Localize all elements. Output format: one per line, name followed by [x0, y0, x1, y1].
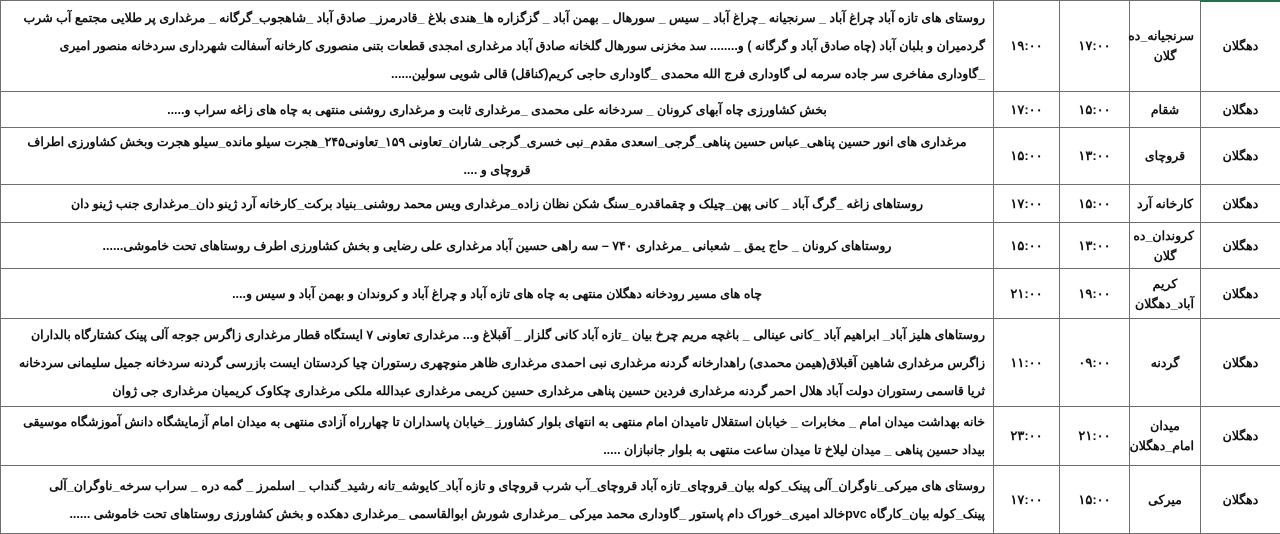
start-time-cell[interactable]: ۱۵:۰۰: [1060, 92, 1130, 128]
description-cell[interactable]: بخش کشاورزی چاه آبهای کرونان _ سردخانه علی محمدی _مرغداری ثابت و مرغداری روشنی منتهی به چاه های زاغه سراب و.....: [1, 92, 994, 128]
area-cell[interactable]: کروندان_ده گلان: [1130, 223, 1201, 269]
table-row: [1, 92, 1280, 128]
table-row: [1, 128, 1280, 185]
city-cell[interactable]: دهگلان: [1201, 128, 1280, 185]
city-cell[interactable]: دهگلان: [1201, 269, 1280, 319]
end-time-cell[interactable]: ۱۹:۰۰: [994, 1, 1060, 92]
area-cell[interactable]: سرنجیانه_ده گلان: [1130, 1, 1201, 92]
start-time-cell[interactable]: ۱۹:۰۰: [1060, 269, 1130, 319]
table-row: [1, 1, 1280, 92]
table-row: [1, 319, 1280, 407]
end-time-cell[interactable]: ۱۱:۰۰: [994, 319, 1060, 407]
city-cell[interactable]: دهگلان: [1201, 407, 1280, 466]
area-cell[interactable]: میدان امام_دهگلان: [1130, 407, 1201, 466]
end-time-cell[interactable]: ۱۷:۰۰: [994, 466, 1060, 534]
end-time-cell[interactable]: ۲۳:۰۰: [994, 407, 1060, 466]
start-time-cell[interactable]: ۱۷:۰۰: [1060, 1, 1130, 92]
description-cell[interactable]: روستاهای کرونان _ حاج یمق _ شعبانی _مرغداری ۷۴۰ – سه راهی حسین آباد مرغداری علی رضایی و بخش کشاورزی اطرف روستاهای تحت خاموشی......: [1, 223, 994, 269]
selected-cell-border: [1200, 0, 1280, 2]
end-time-cell[interactable]: ۱۵:۰۰: [994, 223, 1060, 269]
start-time-cell[interactable]: ۱۳:۰۰: [1060, 128, 1130, 185]
city-cell[interactable]: دهگلان: [1201, 1, 1280, 92]
description-cell[interactable]: روستاهای زاغه _گرگ آباد _ کانی پهن_چیلک و چقماقدره_سنگ شکن نظان زاده_مرغداری ویس محمد روشنی_بنیاد برکت_کارخانه آرد ژینو دان_مرغداری جنب ژینو دان: [1, 185, 994, 223]
end-time-cell[interactable]: ۱۷:۰۰: [994, 92, 1060, 128]
area-cell[interactable]: گردنه: [1130, 319, 1201, 407]
description-cell[interactable]: روستاهای هلیز آباد_ ابراهیم آباد _کانی عینالی _ باغچه مریم چرخ بیان _تازه آباد کانی گلزار _ آقبلاغ و... مرغداری تعاونی ۷ ایستگاه قطار مرغداری زاگرس جوجه آلی پینک کشتارگاه بالداران زاگرس مرغداری شاهین آقبلاق(هیمن محمدی) راهدارخانه گردنه مرغداری نبی احمدی مرغداری ظاهر منوچهری رستوران چیا کردستان ایست بازرسی گردنه سردخانه جمیل سلیمانی سردخانه ثریا قاسمی رستوران دولت آباد هلال احمر گردنه مرغداری فردین حسین پناهی مرغداری حسین کریمی مرغداری عبدالله ملکی مرغداری چکاوک کریمیان مرغداری جی ژوان: [1, 319, 994, 407]
start-time-cell[interactable]: ۱۵:۰۰: [1060, 466, 1130, 534]
table-row: [1, 223, 1280, 269]
area-cell[interactable]: کریم آباد_دهگلان: [1130, 269, 1201, 319]
start-time-cell[interactable]: ۰۹:۰۰: [1060, 319, 1130, 407]
start-time-cell[interactable]: ۱۵:۰۰: [1060, 185, 1130, 223]
table-row: [1, 407, 1280, 466]
city-cell[interactable]: دهگلان: [1201, 92, 1280, 128]
city-cell[interactable]: دهگلان: [1201, 185, 1280, 223]
area-cell[interactable]: میرکی: [1130, 466, 1201, 534]
city-cell[interactable]: دهگلان: [1201, 223, 1280, 269]
table-row: [1, 185, 1280, 223]
city-cell[interactable]: دهگلان: [1201, 319, 1280, 407]
description-cell[interactable]: خانه بهداشت میدان امام _ مخابرات _ خیابان استقلال تامیدان امام منتهی به انتهای بلوار کشاورز _خیابان پاسداران تا چهارراه آزادی منتهی به میدان امام آزمایشگاه دانش آموزشگاه موسیقی بیداد حسین پناهی _ میدان لیلاخ تا میدان ساعت منتهی به بلوار جانبازان .....: [1, 407, 994, 466]
city-cell[interactable]: دهگلان: [1201, 466, 1280, 534]
end-time-cell[interactable]: ۲۱:۰۰: [994, 269, 1060, 319]
description-cell[interactable]: روستای های میرکی_ناوگران_آلی پینک_کوله بیان_قروچای_تازه آباد قروچای_آب شرب قروچای و تازه آباد_کایوشه_تانه رشید_گنداب _ اسلمرز _ گمه دره _ سراب سرخه_ناوگران_آلی پینک_کوله بیان_کارگاه pvcخالد امیری_خوراک دام پاستور _گاوداری محمد میرکی _مرغداری شورش ابوالقاسمی _مرغداری دهکده و بخش کشاورزی روستاهای تحت خاموشی ......: [1, 466, 994, 534]
area-cell[interactable]: قروچای: [1130, 128, 1201, 185]
table-row: [1, 466, 1280, 534]
area-cell[interactable]: شقام: [1130, 92, 1201, 128]
table-row: [1, 269, 1280, 319]
end-time-cell[interactable]: ۱۷:۰۰: [994, 185, 1060, 223]
start-time-cell[interactable]: ۱۳:۰۰: [1060, 223, 1130, 269]
end-time-cell[interactable]: ۱۵:۰۰: [994, 128, 1060, 185]
start-time-cell[interactable]: ۲۱:۰۰: [1060, 407, 1130, 466]
description-cell[interactable]: مرغداری های انور حسین پناهی_عباس حسین پناهی_گرجی_اسعدی مقدم_نبی خسری_گرجی_شاران_تعاونی ۱۵۹_تعاونی۲۴۵_هجرت سیلو مانده_سیلو هجرت وبخش کشاورزی اطراف قروچای و ....: [1, 128, 994, 185]
area-cell[interactable]: کارخانه آرد: [1130, 185, 1201, 223]
description-cell[interactable]: چاه های مسیر رودخانه دهگلان منتهی به چاه های تازه آباد و چراغ آباد و کروندان و بهمن آباد و سیس و....: [1, 269, 994, 319]
description-cell[interactable]: روستای های تازه آباد چراغ آباد _ سرنجیانه _چراغ آباد _ سیس _ سورهال _ بهمن آباد _ گزگزاره ها_هندی بلاغ _قادرمرز_ صادق آباد _شاهجوب_گرگانه _ مرغداری پر طلایی مجتمع آب شرب گردمیران و بلبان آباد (چاه صادق آباد و گرگانه ) و........ سد مخزنی سورهال گلخانه صادق آباد مرغداری امجدی قطعات بتنی منصوری کارخانه آسفالت شهرداری سردخانه منصور امیری _گاوداری مفاخری سر جاده سرمه لی گاوداری فرج الله محمدی _گاوداری حاجی کریم(کناقل) قالی شویی سولین......: [1, 1, 994, 92]
